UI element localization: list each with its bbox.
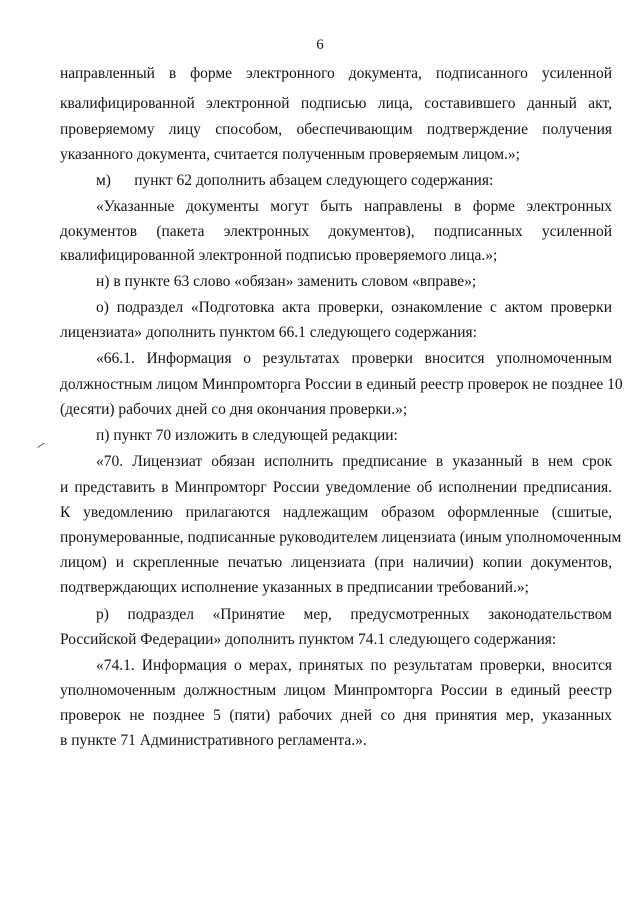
text-line: уполномоченным должностным лицом Минпромторга России в единый реестр <box>60 682 612 699</box>
text-line: лицензиата» дополнить пунктом 66.1 следующего содержания: <box>60 324 477 341</box>
text-line: в пункте 71 Административного регламента.». <box>60 732 367 749</box>
text-line: «66.1. Информация о результатах проверки вносится уполномоченным <box>96 350 612 367</box>
text-line: квалифицированной электронной подписью лица, составившего данный акт, <box>60 95 612 112</box>
text-line: р) подраздел «Принятие мер, предусмотренных законодательством <box>96 606 612 623</box>
text-line: и представить в Минпромторг России уведомление об исполнении предписания. <box>60 479 612 496</box>
text-line: «74.1. Информация о мерах, принятых по результатам проверки, вносится <box>96 657 612 674</box>
text-line: лицом) и скрепленные печатью лицензиата (при наличии) копии документов, <box>60 554 612 571</box>
text-line: проверяемому лицу способом, обеспечивающим подтверждение получения <box>60 121 612 138</box>
text-line: К уведомлению прилагаются надлежащим образом оформленные (сшитые, <box>60 504 612 521</box>
text-line: направленный в форме электронного документа, подписанного усиленной <box>60 65 612 82</box>
text-line: квалифицированной электронной подписью проверяемого лица.»; <box>60 247 498 264</box>
text-line: м) пункт 62 дополнить абзацем следующего содержания: <box>96 172 494 189</box>
text-line: пронумерованные, подписанные руководителем лицензиата (иным уполномоченным <box>60 529 622 546</box>
page-number: 6 <box>316 37 324 53</box>
text-line: (десяти) рабочих дней со дня окончания проверки.»; <box>60 401 408 418</box>
text-line: подтверждающих исполнение указанных в предписании требований.»; <box>60 579 529 596</box>
text-line: проверок не позднее 5 (пяти) рабочих дней со дня принятия мер, указанных <box>60 707 612 724</box>
text-line: Российской Федерации» дополнить пунктом 74.1 следующего содержания: <box>60 631 557 648</box>
text-line: документов (пакета электронных документов), подписанных усиленной <box>60 223 612 240</box>
text-line: о) подраздел «Подготовка акта проверки, ознакомление с актом проверки <box>96 299 612 316</box>
text-line: н) в пункте 63 слово «обязан» заменить словом «вправе»; <box>96 273 477 290</box>
text-line: указанного документа, считается полученным проверяемым лицом.»; <box>60 146 520 163</box>
text-line: п) пункт 70 изложить в следующей редакции: <box>96 427 398 444</box>
text-line: «70. Лицензиат обязан исполнить предписание в указанный в нем срок <box>96 453 612 470</box>
margin-mark <box>33 437 44 448</box>
text-line: «Указанные документы могут быть направлены в форме электронных <box>96 198 612 215</box>
text-line: должностным лицом Минпромторга России в единый реестр проверок не позднее 10 <box>60 376 623 393</box>
